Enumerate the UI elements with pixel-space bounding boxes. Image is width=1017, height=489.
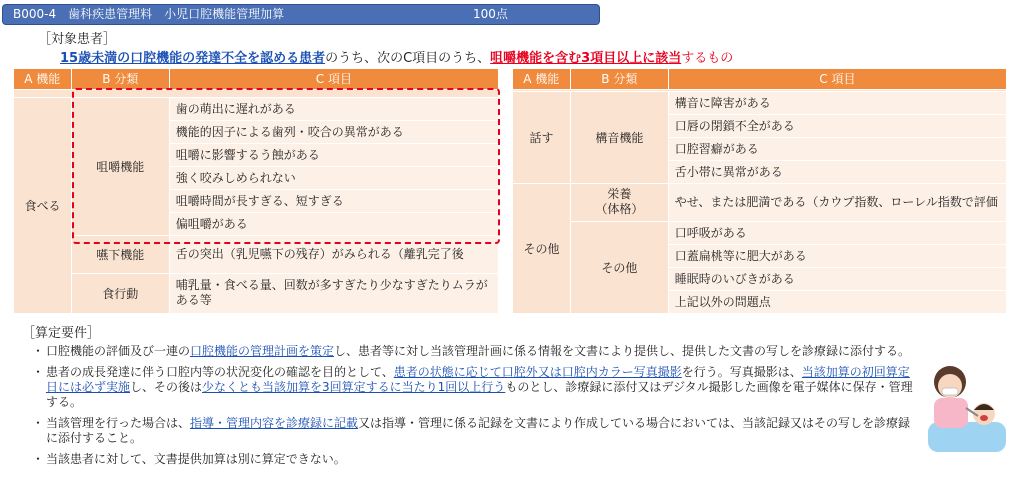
category-other: その他: [570, 221, 668, 313]
item: 構音に障害がある: [668, 91, 1006, 114]
item: 上記以外の問題点: [668, 290, 1006, 313]
item: 口腔習癖がある: [668, 137, 1006, 160]
text: 又は指導・管理に係る記録を文書により作成している場合においては、当該記録又はその写しを診療録に添付すること。: [46, 416, 911, 445]
text: 当該管理を行った場合は、: [46, 416, 191, 430]
item: 強く咬みしめられない: [169, 166, 498, 189]
text: 当該患者に対して、文書提供加算は別に算定できない。: [46, 452, 346, 466]
item: 偏咀嚼がある: [169, 212, 498, 235]
text: 口腔機能の評価及び一連の: [46, 344, 191, 358]
highlight-text: 口腔機能の管理計画を策定: [190, 344, 335, 358]
item: 舌小帯に異常がある: [668, 160, 1006, 183]
header-title: B000-4 歯科疾患管理料 小児口腔機能管理加算: [13, 7, 285, 21]
category-chew: 咀嚼機能: [71, 97, 169, 235]
category-nutrition: 栄養 （体格）: [570, 183, 668, 221]
text: し、その後は: [130, 380, 203, 394]
list-item: [36, 365, 916, 410]
category-swallow: 嚥下機能: [71, 235, 169, 273]
text: し、患者等に対し当該管理計画に係る情報を文書により提供し、提供した文書の写しを診療録に添付する。: [334, 344, 911, 358]
item: 機能的因子による歯列・咬合の異常がある: [169, 120, 498, 143]
item: 舌の突出（乳児嚥下の残存）がみられる（離乳完了後: [169, 235, 498, 273]
header-b: B 分類: [71, 69, 169, 89]
function-speak: 話す: [513, 91, 571, 183]
highlight-text: 当該加算の初回算定日には必ず実施: [46, 365, 910, 394]
header-bar: [2, 4, 600, 25]
right-criteria-table: [512, 69, 1007, 314]
category-behavior: 食行動: [71, 273, 169, 313]
target-connector: のうち、次のC項目のうち、: [325, 51, 491, 66]
header-a: A 機能: [14, 69, 72, 89]
category-articulation: 構音機能: [570, 91, 668, 183]
target-criteria: 咀嚼機能を含む3項目以上に該当: [490, 51, 682, 66]
table-row: [14, 235, 499, 273]
table-row: [513, 183, 1007, 221]
header-b: B 分類: [570, 69, 668, 89]
header-c: C 項目: [169, 69, 498, 89]
table-header-row: [14, 69, 499, 89]
item: やせ、または肥満である（カウプ指数、ローレル指数で評価: [668, 183, 1006, 221]
table-row: [513, 221, 1007, 244]
requirements-label: ［算定要件］: [22, 326, 101, 341]
target-label: ［対象患者］: [38, 32, 117, 47]
list-item: [36, 344, 916, 359]
list-item: [36, 452, 916, 467]
target-condition: 15歳未満の口腔機能の発達不全を認める患者: [60, 51, 326, 66]
table-row: [14, 97, 499, 120]
dentist-illustration-icon: [920, 360, 1012, 460]
item: 咀嚼に影響するう蝕がある: [169, 143, 498, 166]
list-item: [36, 416, 916, 446]
item: 口蓋扁桃等に肥大がある: [668, 244, 1006, 267]
header-points: 100点: [473, 7, 508, 21]
highlight-text: 指導・管理内容を診療録に記載: [190, 416, 359, 430]
highlight-text: 患者の状態に応じて口腔外又は口腔内カラー写真撮影: [393, 365, 682, 379]
header-a: A 機能: [513, 69, 571, 89]
item: 哺乳量・食べる量、回数が多すぎたり少なすぎたりムラがある等: [169, 273, 498, 313]
function-eat: 食べる: [14, 97, 72, 313]
table-row: [513, 91, 1007, 114]
left-criteria-table: [13, 69, 499, 314]
text: ものとし、診療録に添付又はデジタル撮影した画像を電子媒体に保存・管理する。: [46, 380, 913, 409]
text: 患者の成長発達に伴う口腔内等の状況変化の確認を目的として、: [46, 365, 394, 379]
item: 口呼吸がある: [668, 221, 1006, 244]
target-suffix: するもの: [681, 51, 734, 66]
table-header-row: [513, 69, 1007, 89]
header-c: C 項目: [668, 69, 1006, 89]
highlight-text: 少なくとも当該加算を3回算定するに当たり1回以上行う: [202, 380, 506, 394]
function-other: その他: [513, 183, 571, 313]
target-description: [60, 47, 733, 66]
requirements-list: [36, 344, 916, 473]
text: を行う。写真撮影は、: [681, 365, 802, 379]
item: 睡眠時のいびきがある: [668, 267, 1006, 290]
item: 歯の萌出に遅れがある: [169, 97, 498, 120]
table-row: [14, 273, 499, 313]
item: 咀嚼時間が長すぎる、短すぎる: [169, 189, 498, 212]
item: 口唇の閉鎖不全がある: [668, 114, 1006, 137]
